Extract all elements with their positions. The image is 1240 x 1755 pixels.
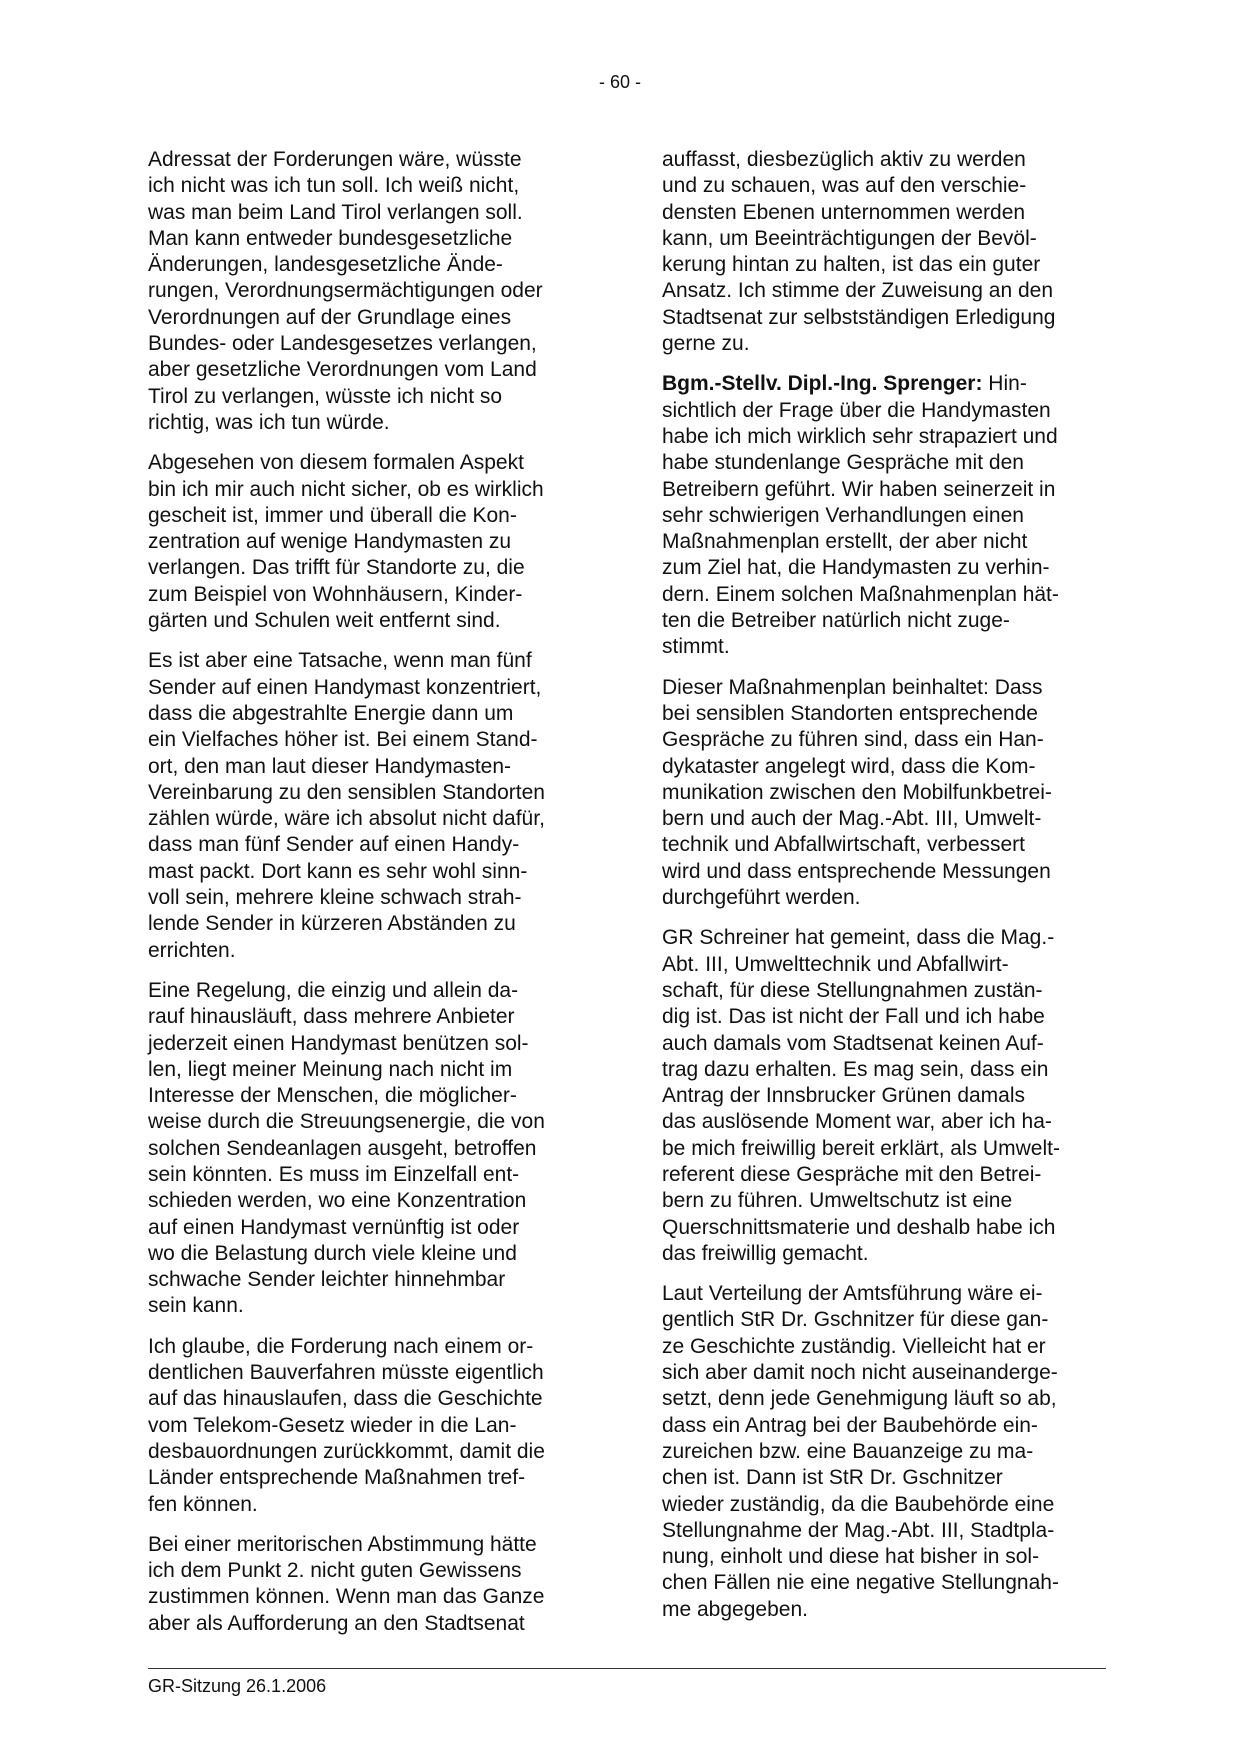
text-line: schieden werden, wo eine Konzentration [148,1189,527,1213]
footer-session-date: GR-Sitzung 26.1.2006 [148,1676,327,1696]
text-line: Änderungen, landesgesetzliche Ände- [148,253,503,277]
text-line: Antrag der Innsbrucker Grünen damals [662,1084,1026,1108]
text-line: fen können. [148,1492,258,1516]
text-line: zureichen bzw. eine Bauanzeige zu ma- [662,1439,1034,1463]
text-line: wieder zuständig, da die Baubehörde eine [662,1492,1055,1516]
text-line: Bei einer meritorischen Abstimmung hätte [148,1532,537,1556]
text-line: kerung hintan zu halten, ist das ein guter [662,253,1041,277]
text-line: dass die abgestrahlte Energie dann um [148,701,514,725]
text-line: auch damals vom Stadtsenat keinen Auf- [662,1031,1044,1055]
text-line: Bundes- oder Landesgesetzes verlangen, [148,332,537,356]
text-line: gentlich StR Dr. Gschnitzer für diese gan- [662,1308,1049,1332]
text-line: Ich glaube, die Forderung nach einem or- [148,1334,534,1358]
text-line: Abt. III, Umwelttechnik und Abfallwirt- [662,952,1009,976]
text-line: GR Schreiner hat gemeint, dass die Mag.- [662,926,1055,950]
text-line: dern. Einem solchen Maßnahmenplan hät- [662,582,1059,606]
text-line: desbauordnungen zurückkommt, damit die [148,1439,545,1463]
speaker-paragraph [662,371,1107,660]
text-line: zum Ziel hat, die Handymasten zu verhin- [662,556,1050,580]
text-line: Abgesehen von diesem formalen Aspekt [148,451,524,475]
text-line: Verordnungen auf der Grundlage eines [148,305,512,329]
text-line: Es ist aber eine Tatsache, wenn man fünf [148,649,532,673]
text-line: chen Fällen nie eine negative Stellungnah- [662,1571,1059,1595]
text-line: das auslösende Moment war, aber ich ha- [662,1110,1052,1134]
paragraph [148,1532,593,1637]
text-line: auf das hinauslaufen, dass die Geschichte [148,1387,543,1411]
text-line: aber gesetzliche Verordnungen vom Land [148,358,537,382]
text-line: be mich freiwillig bereit erklärt, als Umwelt- [662,1136,1060,1160]
text-line: richtig, was ich tun würde. [148,410,390,434]
text-line: Tirol zu verlangen, wüsste ich nicht so [148,384,503,408]
text-line: jederzeit einen Handymast benützen sol- [148,1031,529,1055]
text-line: bei sensiblen Standorten entsprechende [662,701,1038,725]
paragraph [662,925,1107,1267]
text-line: technik und Abfallwirtschaft, verbessert [662,833,1026,857]
text-line: len, liegt meiner Meinung nach nicht im [148,1057,513,1081]
text-line: voll sein, mehrere kleine schwach strah- [148,886,522,910]
text-line: sichtlich der Frage über die Handymasten [662,398,1051,422]
footer-divider [148,1668,1106,1669]
text-line: sich aber damit noch nicht auseinanderge- [662,1361,1058,1385]
text-line: rungen, Verordnungsermächtigungen oder [148,279,543,303]
text-line: habe stundenlange Gespräche mit den [662,451,1024,475]
text-line: ort, den man laut dieser Handymasten- [148,754,512,778]
text-line: Betreibern geführt. Wir haben seinerzeit in [662,477,1056,501]
text-line: wo die Belastung durch viele kleine und [148,1241,517,1265]
text-line: Querschnittsmaterie und deshalb habe ich [662,1215,1056,1239]
text-line: zustimmen können. Wenn man das Ganze [148,1585,545,1609]
paragraph [148,450,593,634]
text-line: auf einen Handymast vernünftig ist oder [148,1215,520,1239]
paragraph [148,1334,593,1518]
paragraph [148,978,593,1320]
text-line: ten die Betreiber natürlich nicht zuge- [662,609,1010,633]
text-line: verlangen. Das trifft für Standorte zu, die [148,556,525,580]
text-line: me abgegeben. [662,1597,808,1621]
text-line: setzt, denn jede Genehmigung läuft so ab, [662,1387,1057,1411]
text-line: munikation zwischen den Mobilfunkbetrei- [662,780,1052,804]
paragraph [662,147,1107,357]
text-line: bern zu führen. Umweltschutz ist eine [662,1189,1013,1213]
text-line: gescheit ist, immer und überall die Kon- [148,503,517,527]
text-line: nung, einholt und diese hat bisher in sol- [662,1545,1040,1569]
text-line: wird und dass entsprechende Messungen [662,859,1051,883]
text-line: ich nicht was ich tun soll. Ich weiß nicht, [148,174,520,198]
text-line: ich dem Punkt 2. nicht guten Gewissens [148,1559,522,1583]
text-line: dentlichen Bauverfahren müsste eigentlich [148,1361,544,1385]
text-line: solchen Sendeanlagen ausgeht, betroffen [148,1136,537,1160]
text-line: Interesse der Menschen, die möglicher- [148,1084,517,1108]
text-line: referent diese Gespräche mit den Betrei- [662,1162,1042,1186]
text-line: ze Geschichte zuständig. Vielleicht hat er [662,1334,1046,1358]
text-line: Vereinbarung zu den sensiblen Standorten [148,780,545,804]
text-line: Stellungnahme der Mag.-Abt. III, Stadtpla- [662,1518,1055,1542]
text-line: Länder entsprechende Maßnahmen tref- [148,1466,526,1490]
speaker-text-start: Hin- [982,372,1027,396]
text-line [662,371,1107,397]
text-line: dig ist. Das ist nicht der Fall und ich habe [662,1005,1045,1029]
text-line: sein könnten. Es muss im Einzelfall ent- [148,1162,520,1186]
text-line: Stadtsenat zur selbstständigen Erledigung [662,305,1056,329]
paragraph [148,147,593,436]
text-line: rauf hinausläuft, dass mehrere Anbieter [148,1005,515,1029]
text-line: dass man fünf Sender auf einen Handy- [148,833,520,857]
text-line: lende Sender in kürzeren Abständen zu [148,912,516,936]
text-line: habe ich mich wirklich sehr strapaziert und [662,424,1058,448]
text-line: densten Ebenen unternommen werden [662,200,1026,224]
text-line: Man kann entweder bundesgesetzliche [148,226,513,250]
text-line: Gespräche zu führen sind, dass ein Han- [662,728,1044,752]
text-line: errichten. [148,938,236,962]
text-line: ein Vielfaches höher ist. Bei einem Stand- [148,728,538,752]
text-line: weise durch die Streuungsenergie, die von [148,1110,545,1134]
text-line: und zu schauen, was auf den verschie- [662,174,1027,198]
text-line: zählen würde, wäre ich absolut nicht dafür, [148,807,545,831]
text-line: Adressat der Forderungen wäre, wüsste [148,148,522,171]
text-line: schwache Sender leichter hinnehmbar [148,1268,506,1292]
text-line: dass ein Antrag bei der Baubehörde ein- [662,1413,1038,1437]
text-line: dykataster angelegt wird, dass die Kom- [662,754,1036,778]
text-line: was man beim Land Tirol verlangen soll. [148,200,523,224]
text-line: chen ist. Dann ist StR Dr. Gschnitzer [662,1466,1003,1490]
text-line: Laut Verteilung der Amtsführung wäre ei- [662,1282,1043,1306]
text-line: Maßnahmenplan erstellt, der aber nicht [662,530,1028,554]
text-line: zum Beispiel von Wohnhäusern, Kinder- [148,582,523,606]
text-line: gärten und Schulen weit entfernt sind. [148,609,501,633]
text-line: schaft, für diese Stellungnahmen zustän- [662,978,1043,1002]
text-line: bin ich mir auch nicht sicher, ob es wirklich [148,477,544,501]
paragraph [662,675,1107,912]
page-number: - 60 - [598,72,641,92]
text-line: trag dazu erhalten. Es mag sein, dass ein [662,1057,1049,1081]
text-line: kann, um Beeinträchtigungen der Bevöl- [662,226,1037,250]
text-line: durchgeführt werden. [662,886,861,910]
text-line: auffasst, diesbezüglich aktiv zu werden [662,148,1026,171]
text-line: Dieser Maßnahmenplan beinhaltet: Dass [662,675,1043,699]
text-line: vom Telekom-Gesetz wieder in die Lan- [148,1413,517,1437]
text-line: stimmt. [662,635,730,659]
text-line: Ansatz. Ich stimme der Zuweisung an den [662,279,1054,303]
text-line: Eine Regelung, die einzig und allein da- [148,978,519,1002]
text-line: das freiwillig gemacht. [662,1241,869,1265]
text-line: mast packt. Dort kann es sehr wohl sinn- [148,859,528,883]
paragraph [148,648,593,964]
text-line: bern und auch der Mag.-Abt. III, Umwelt- [662,807,1042,831]
speaker-name: Bgm.-Stellv. Dipl.-Ing. Sprenger: [662,372,983,396]
text-line: sein kann. [148,1294,244,1318]
text-line: gerne zu. [662,332,750,356]
right-column [662,147,1107,1637]
text-line: aber als Aufforderung an den Stadtsenat [148,1611,525,1635]
text-line: sehr schwierigen Verhandlungen einen [662,503,1024,527]
text-line: Sender auf einen Handymast konzentriert, [148,675,542,699]
paragraph [662,1281,1107,1623]
left-column [148,147,593,1651]
text-line: zentration auf wenige Handymasten zu [148,530,512,554]
